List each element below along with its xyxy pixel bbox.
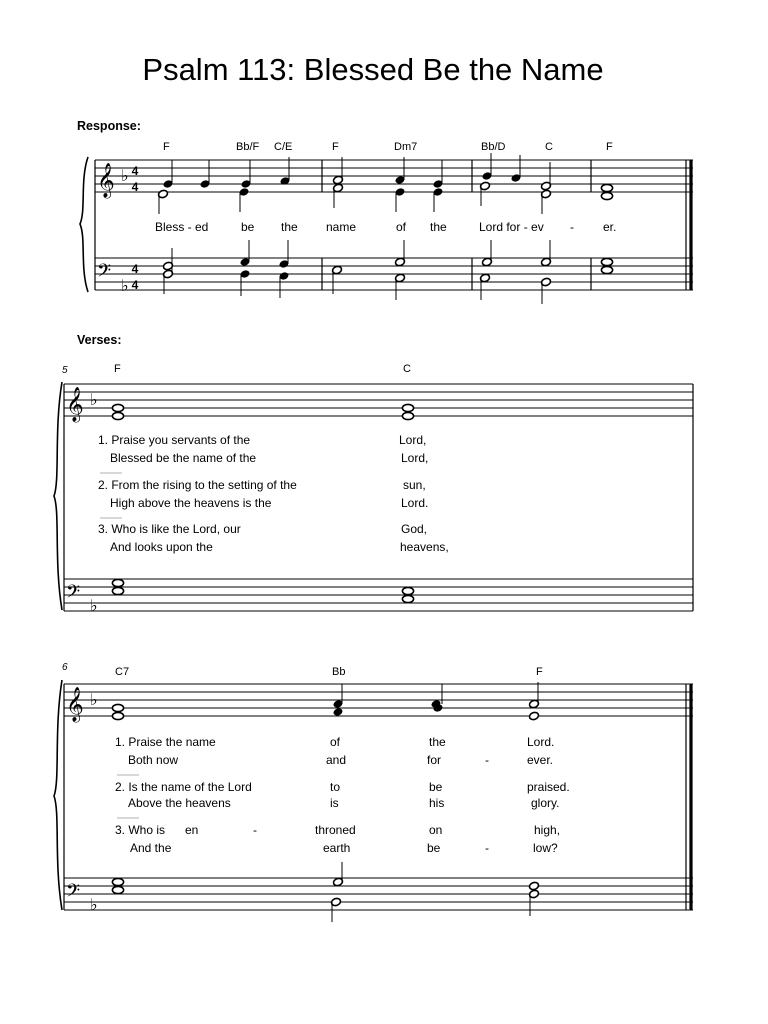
lyric: the [430, 220, 447, 234]
whole-note [112, 712, 123, 719]
time-signature-bottom: 4 [131, 180, 139, 194]
lyric: God, [401, 522, 428, 536]
whole-note [601, 266, 612, 273]
lyric: Blessed be the name of the [110, 451, 257, 465]
lyric: sun, [403, 478, 426, 492]
chord-symbol: C [403, 363, 411, 375]
lyric: low? [533, 841, 558, 855]
lyric: be [429, 780, 443, 794]
lyric: for [427, 753, 442, 767]
whole-note [112, 704, 123, 711]
lyric: the [429, 735, 446, 749]
whole-note [601, 184, 612, 191]
flat-icon: ♭ [121, 278, 129, 295]
whole-note [402, 412, 413, 419]
lyric: Above the heavens [128, 796, 231, 810]
whole-note [112, 404, 123, 411]
verse1-lyrics [98, 433, 449, 554]
lyric: And the [130, 841, 172, 855]
lyric: heavens, [400, 540, 449, 554]
note-head [333, 707, 344, 717]
lyric: 3. Who is [115, 823, 166, 837]
whole-note [112, 587, 123, 594]
lyric: throned [315, 823, 356, 837]
lyric: 3. Who is like the Lord, our [98, 522, 241, 536]
brace-icon [54, 680, 62, 910]
measure-number: 6 [62, 662, 68, 673]
treble-clef-icon: 𝄞 [66, 688, 84, 721]
verse2-treble-staff [64, 684, 693, 716]
treble-clef-icon: 𝄞 [66, 388, 84, 421]
chord-symbol: Dm7 [394, 141, 418, 153]
chord-symbol: Bb/F [236, 141, 260, 153]
flat-icon: ♭ [121, 168, 129, 185]
lyric: And looks upon the [110, 540, 213, 554]
chord-symbol: Bb/D [481, 141, 506, 153]
page-title: Psalm 113: Blessed Be the Name [142, 52, 604, 87]
whole-note [112, 886, 123, 893]
flat-icon: ♭ [90, 897, 98, 914]
lyric: the [281, 220, 298, 234]
lyric: 2. Is the name of the Lord [115, 780, 252, 794]
note-head [529, 711, 540, 721]
lyric: 1. Praise the name [115, 735, 216, 749]
time-signature-top: 4 [131, 262, 139, 276]
flat-icon: ♭ [90, 392, 98, 409]
verse2-lyrics [115, 735, 570, 855]
time-signature-top: 4 [131, 164, 139, 178]
lyric: - [570, 220, 574, 234]
lyric: Lord for - ev [479, 220, 544, 234]
response-label: Response: [77, 119, 141, 133]
verses-label: Verses: [77, 333, 122, 347]
response-lyrics [155, 220, 616, 234]
response-chords [163, 141, 613, 153]
whole-note [601, 258, 612, 265]
lyric: is [330, 796, 339, 810]
chord-symbol: F [114, 363, 121, 375]
whole-note [112, 579, 123, 586]
bass-clef-icon: 𝄢 [66, 581, 81, 606]
lyric: en [185, 823, 199, 837]
lyric: - [485, 841, 489, 855]
verse1-bass-staff [64, 579, 693, 611]
lyric: earth [323, 841, 351, 855]
response-bass-notes [163, 240, 613, 304]
chord-symbol: C/E [274, 141, 293, 153]
lyric: high, [534, 823, 561, 837]
bass-clef-icon: 𝄢 [66, 880, 81, 905]
lyric: 1. Praise you servants of the [98, 433, 251, 447]
lyric: and [326, 753, 347, 767]
lyric: of [330, 735, 341, 749]
lyric: Bless - ed [155, 220, 209, 234]
chord-symbol: Bb [332, 666, 346, 678]
lyric: Both now [128, 753, 179, 767]
whole-note [112, 412, 123, 419]
brace-icon [80, 157, 88, 292]
whole-note [402, 587, 413, 594]
treble-clef-icon: 𝄞 [97, 164, 115, 197]
lyric: Lord, [399, 433, 427, 447]
whole-note [601, 192, 612, 199]
chord-symbol: C7 [115, 666, 130, 678]
lyric: Lord. [527, 735, 555, 749]
lyric: his [429, 796, 445, 810]
lyric: High above the heavens is the [110, 496, 272, 510]
time-signature-bottom: 4 [131, 278, 139, 292]
lyric: er. [603, 220, 617, 234]
chord-symbol: F [606, 141, 613, 153]
chord-symbol: F [536, 666, 543, 678]
lyric: glory. [531, 796, 560, 810]
lyric: 2. From the rising to the setting of the [98, 478, 297, 492]
measure-number: 5 [62, 365, 68, 376]
lyric: Lord. [401, 496, 429, 510]
lyric: name [326, 220, 357, 234]
lyric: be [427, 841, 441, 855]
lyric: - [485, 753, 489, 767]
lyric: praised. [527, 780, 570, 794]
bass-clef-icon: 𝄢 [97, 260, 112, 285]
chord-symbol: F [163, 141, 170, 153]
lyric: of [396, 220, 407, 234]
verse1-treble-staff [64, 384, 693, 416]
whole-note [112, 878, 123, 885]
chord-symbol: F [332, 141, 339, 153]
lyric: Lord, [401, 451, 429, 465]
lyric: ever. [527, 753, 554, 767]
lyric: to [330, 780, 341, 794]
note-head [529, 881, 540, 891]
lyric: - [253, 823, 257, 837]
whole-note [402, 595, 413, 602]
flat-icon: ♭ [90, 598, 98, 615]
lyric: be [241, 220, 255, 234]
flat-icon: ♭ [90, 692, 98, 709]
whole-note [402, 404, 413, 411]
brace-icon [54, 382, 62, 610]
verse2-bass-staff [64, 878, 693, 910]
chord-symbol: C [545, 141, 553, 153]
lyric: on [429, 823, 443, 837]
